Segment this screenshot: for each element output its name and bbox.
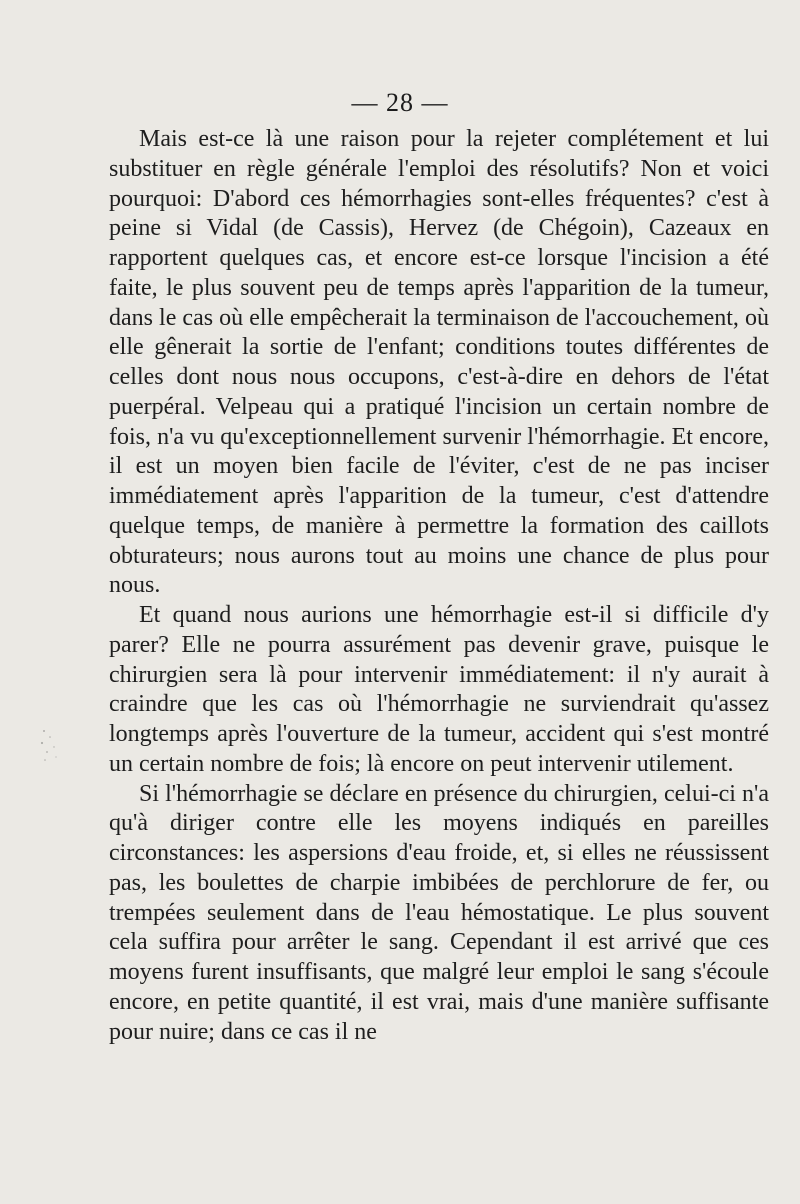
paragraph-1: Mais est-ce là une raison pour la rejeter complétement et lui substituer en règle générale l'emploi des résolutifs? Non et voici pourquoi: D'abord ces hémorrhagies sont-elles fréquentes? c'est à peine si Vidal (de Cassis), Hervez (de Chégoin), Cazeaux en rapportent quelques cas, et encore est-ce lorsque l'incision a été faite, le plus souvent peu de temps après l'apparition de la tumeur, dans le cas où elle empêcherait la terminaison de l'accouchement, où elle gênerait la sortie de l'enfant; conditions toutes différentes de celles dont nous nous occupons, c'est-à-dire en dehors de l'état puerpéral. Velpeau qui a pratiqué l'incision un certain nombre de fois, n'a vu qu'exceptionnellement survenir l'hémorrhagie. Et encore, il est un moyen bien facile de l'éviter, c'est de ne pas inciser immédiatement après l'apparition de la tumeur, c'est d'attendre quelque temps, de manière à permettre la formation des caillots obturateurs; nous aurons tout au moins une chance de plus pour nous. — [109, 126, 769, 599]
body-text — [109, 125, 769, 1047]
paragraph-3: Si l'hémorrhagie se déclare en présence du chirurgien, celui-ci n'a qu'à diriger contre elle les moyens indiqués en pareilles circonstances: les aspersions d'eau froide, et, si elles ne réussissent pas, les boulettes de charpie imbibées de perchlorure de fer, ou trempées seulement dans de l'eau hémostatique. Le plus souvent cela suffira pour arrêter le sang. Cependant il est arrivé que ces moyens furent insuffisants, que malgré leur emploi le sang s'écoule encore, en petite quantité, il est vrai, mais d'une manière suffisante pour nuire; dans ce cas il ne — [109, 780, 769, 1045]
paragraph-2: Et quand nous aurions une hémorrhagie est-il si difficile d'y parer? Elle ne pourra assurément pas devenir grave, puisque le chirurgien sera là pour intervenir immédiatement: il n'y aurait à craindre que les cas où l'hémorrhagie ne surviendrait qu'assez longtemps après l'ouverture de la tumeur, accident qui s'est montré un certain nombre de fois; là encore on peut intervenir utilement. — [109, 602, 769, 777]
page-number: — 28 — — [351, 88, 449, 117]
paper-speckle — [36, 725, 66, 765]
